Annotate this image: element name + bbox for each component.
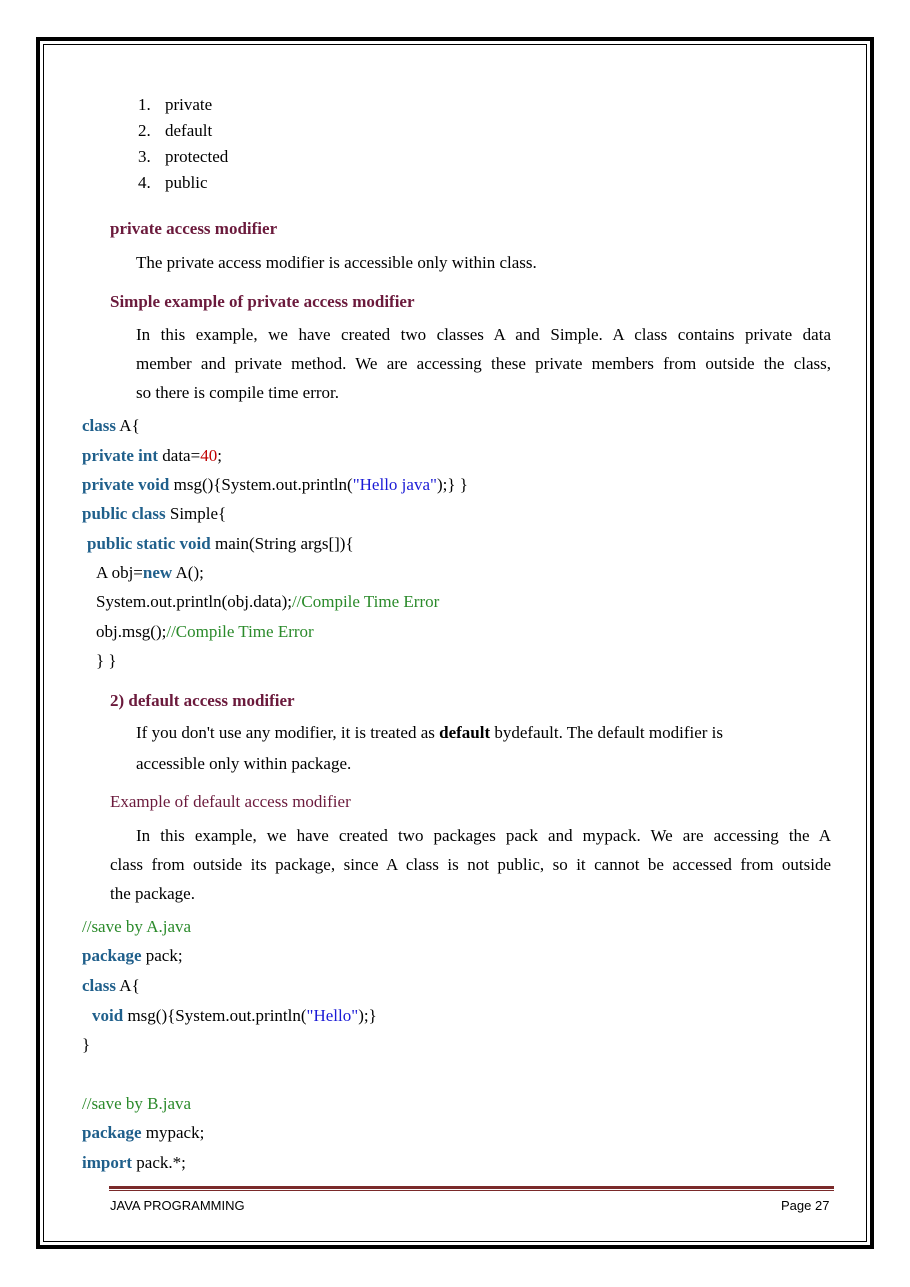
code-line: package mypack; <box>82 1123 205 1142</box>
footer-rule-thin <box>109 1190 834 1191</box>
paragraph-line: In this example, we have created two classes A and Simple. A class contains private data <box>136 325 831 344</box>
paragraph-default-line2: accessible only within package. <box>136 754 352 773</box>
footer-rule <box>109 1186 834 1189</box>
code-line: class A{ <box>82 416 140 435</box>
list-item: default <box>165 121 213 140</box>
code-line: } } <box>96 651 117 670</box>
paragraph-line: the package. <box>110 884 195 903</box>
code-line: private int data=40; <box>82 446 222 465</box>
paragraph-line: so there is compile time error. <box>136 383 339 402</box>
code-line: import pack.*; <box>82 1153 186 1172</box>
list-item: private <box>165 95 213 114</box>
paragraph-line: class from outside its package, since A class is not public, so it cannot be accessed from outside <box>110 855 831 874</box>
code-line: public static void main(String args[]){ <box>87 534 354 553</box>
code-comment: //save by B.java <box>82 1094 192 1113</box>
list-number: 4. <box>138 173 151 192</box>
paragraph-line: In this example, we have created two packages pack and mypack. We are accessing the A <box>136 826 831 845</box>
code-comment: //save by A.java <box>82 917 192 936</box>
code-line: obj.msg();//Compile Time Error <box>96 622 314 641</box>
code-line: package pack; <box>82 946 183 965</box>
list-number: 1. <box>138 95 151 114</box>
paragraph-private: The private access modifier is accessible only within class. <box>136 253 537 272</box>
code-line: A obj=new A(); <box>96 563 204 582</box>
footer-title: JAVA PROGRAMMING <box>110 1198 245 1213</box>
heading-private: private access modifier <box>110 219 278 238</box>
paragraph-line: member and private method. We are accessing these private members from outside the class, <box>136 354 831 373</box>
list-item: public <box>165 173 208 192</box>
code-line: } <box>82 1035 91 1054</box>
code-line: void msg(){System.out.println("Hello");} <box>92 1006 377 1025</box>
heading-default: 2) default access modifier <box>110 691 295 710</box>
list-number: 3. <box>138 147 151 166</box>
code-line: class A{ <box>82 976 140 995</box>
list-number: 2. <box>138 121 151 140</box>
code-line: public class Simple{ <box>82 504 227 523</box>
code-line: System.out.println(obj.data);//Compile Time Error <box>96 592 440 611</box>
heading-default-example: Example of default access modifier <box>110 792 351 811</box>
list-item: protected <box>165 147 229 166</box>
code-line: private void msg(){System.out.println("Hello java");} } <box>82 475 468 494</box>
paragraph-default: If you don't use any modifier, it is treated as default bydefault. The default modifier is <box>136 723 724 742</box>
page-number: Page 27 <box>781 1198 830 1213</box>
heading-simple-example: Simple example of private access modifier <box>110 292 415 311</box>
